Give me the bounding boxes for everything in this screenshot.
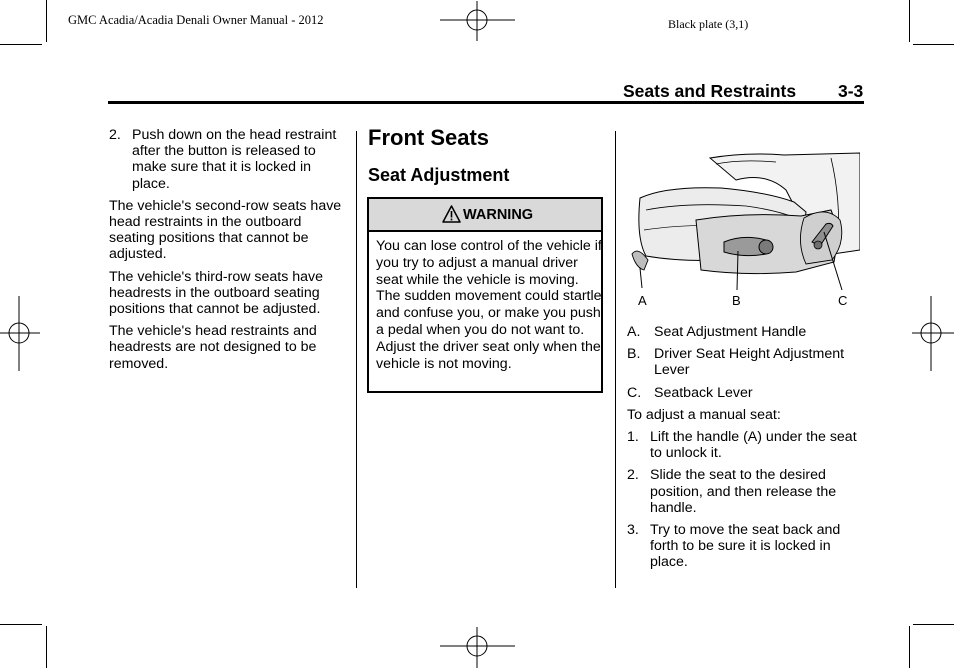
crop-mark <box>0 624 42 625</box>
warning-text: You can lose control of the vehicle if you try to adjust a manual driver seat while the vehicle is moving. The sudden movement could startle and confuse you, or make you push a pedal when you do not want to. Adjust the driver seat only when the vehicle is not moving. <box>376 238 602 372</box>
step-text: Push down on the head restraint after the button is released to make sure that it is locked in place. <box>132 127 337 192</box>
paragraph: The vehicle's third-row seats have headrests in the outboard seating positions that cannot be adjusted. <box>109 268 324 318</box>
page-heading: Front Seats <box>368 125 490 150</box>
step-number: 2. <box>627 467 639 484</box>
callout-c: C <box>838 293 848 308</box>
step-text: Slide the seat to the desired position, and then release the handle. <box>650 467 837 516</box>
column-divider <box>615 131 616 588</box>
subheading: Seat Adjustment <box>368 165 510 185</box>
legend-letter: B. <box>627 346 641 363</box>
legend-item <box>627 346 867 378</box>
intro-text: To adjust a manual seat: <box>627 406 781 423</box>
legend-letter: A. <box>627 324 641 340</box>
list-item <box>627 467 867 516</box>
registration-mark-top <box>440 1 515 41</box>
page-number: 3-3 <box>838 81 864 101</box>
registration-mark-bottom <box>440 627 515 668</box>
legend-item <box>627 324 867 340</box>
paragraph: The vehicle's second-row seats have head restraints in the outboard seating positions that cannot be adjusted. <box>109 197 342 263</box>
legend-text: Seatback Lever <box>654 384 753 401</box>
callout-a: A <box>638 293 647 308</box>
callout-b: B <box>732 293 741 308</box>
list-item <box>627 522 867 571</box>
crop-mark <box>909 626 910 668</box>
step-number: 1. <box>627 429 639 446</box>
crop-mark <box>913 624 954 625</box>
crop-mark <box>0 44 42 45</box>
column-divider <box>356 131 357 588</box>
crop-mark <box>46 626 47 668</box>
warning-icon <box>442 205 461 223</box>
list-item <box>109 127 347 192</box>
registration-mark-left <box>0 296 40 371</box>
section-title: Seats and Restraints <box>623 81 797 101</box>
header-rule <box>108 101 864 104</box>
left-column <box>109 127 347 372</box>
crop-mark <box>46 0 47 42</box>
crop-mark <box>909 0 910 42</box>
legend-item <box>627 385 867 401</box>
warning-box <box>367 197 603 393</box>
manual-title: GMC Acadia/Acadia Denali Owner Manual - 2012 <box>68 13 324 27</box>
seat-adjustment-illustration <box>626 150 860 310</box>
plate-label: Black plate (3,1) <box>668 17 749 31</box>
list-item <box>627 429 867 461</box>
step-text: Try to move the seat back and forth to be sure it is locked in place. <box>650 522 841 571</box>
step-text: Lift the handle (A) under the seat to unlock it. <box>650 429 857 462</box>
registration-mark-right <box>912 296 954 371</box>
warning-header <box>369 199 601 232</box>
step-number: 3. <box>627 522 639 539</box>
warning-label: WARNING <box>463 207 534 223</box>
legend-text: Driver Seat Height Adjustment Lever <box>654 346 845 379</box>
legend-text: Seat Adjustment Handle <box>654 324 807 340</box>
crop-mark <box>913 44 954 45</box>
legend-letter: C. <box>627 384 642 401</box>
paragraph: The vehicle's head restraints and headrests are not designed to be removed. <box>109 323 317 372</box>
right-column <box>627 324 867 571</box>
step-number: 2. <box>109 127 121 143</box>
